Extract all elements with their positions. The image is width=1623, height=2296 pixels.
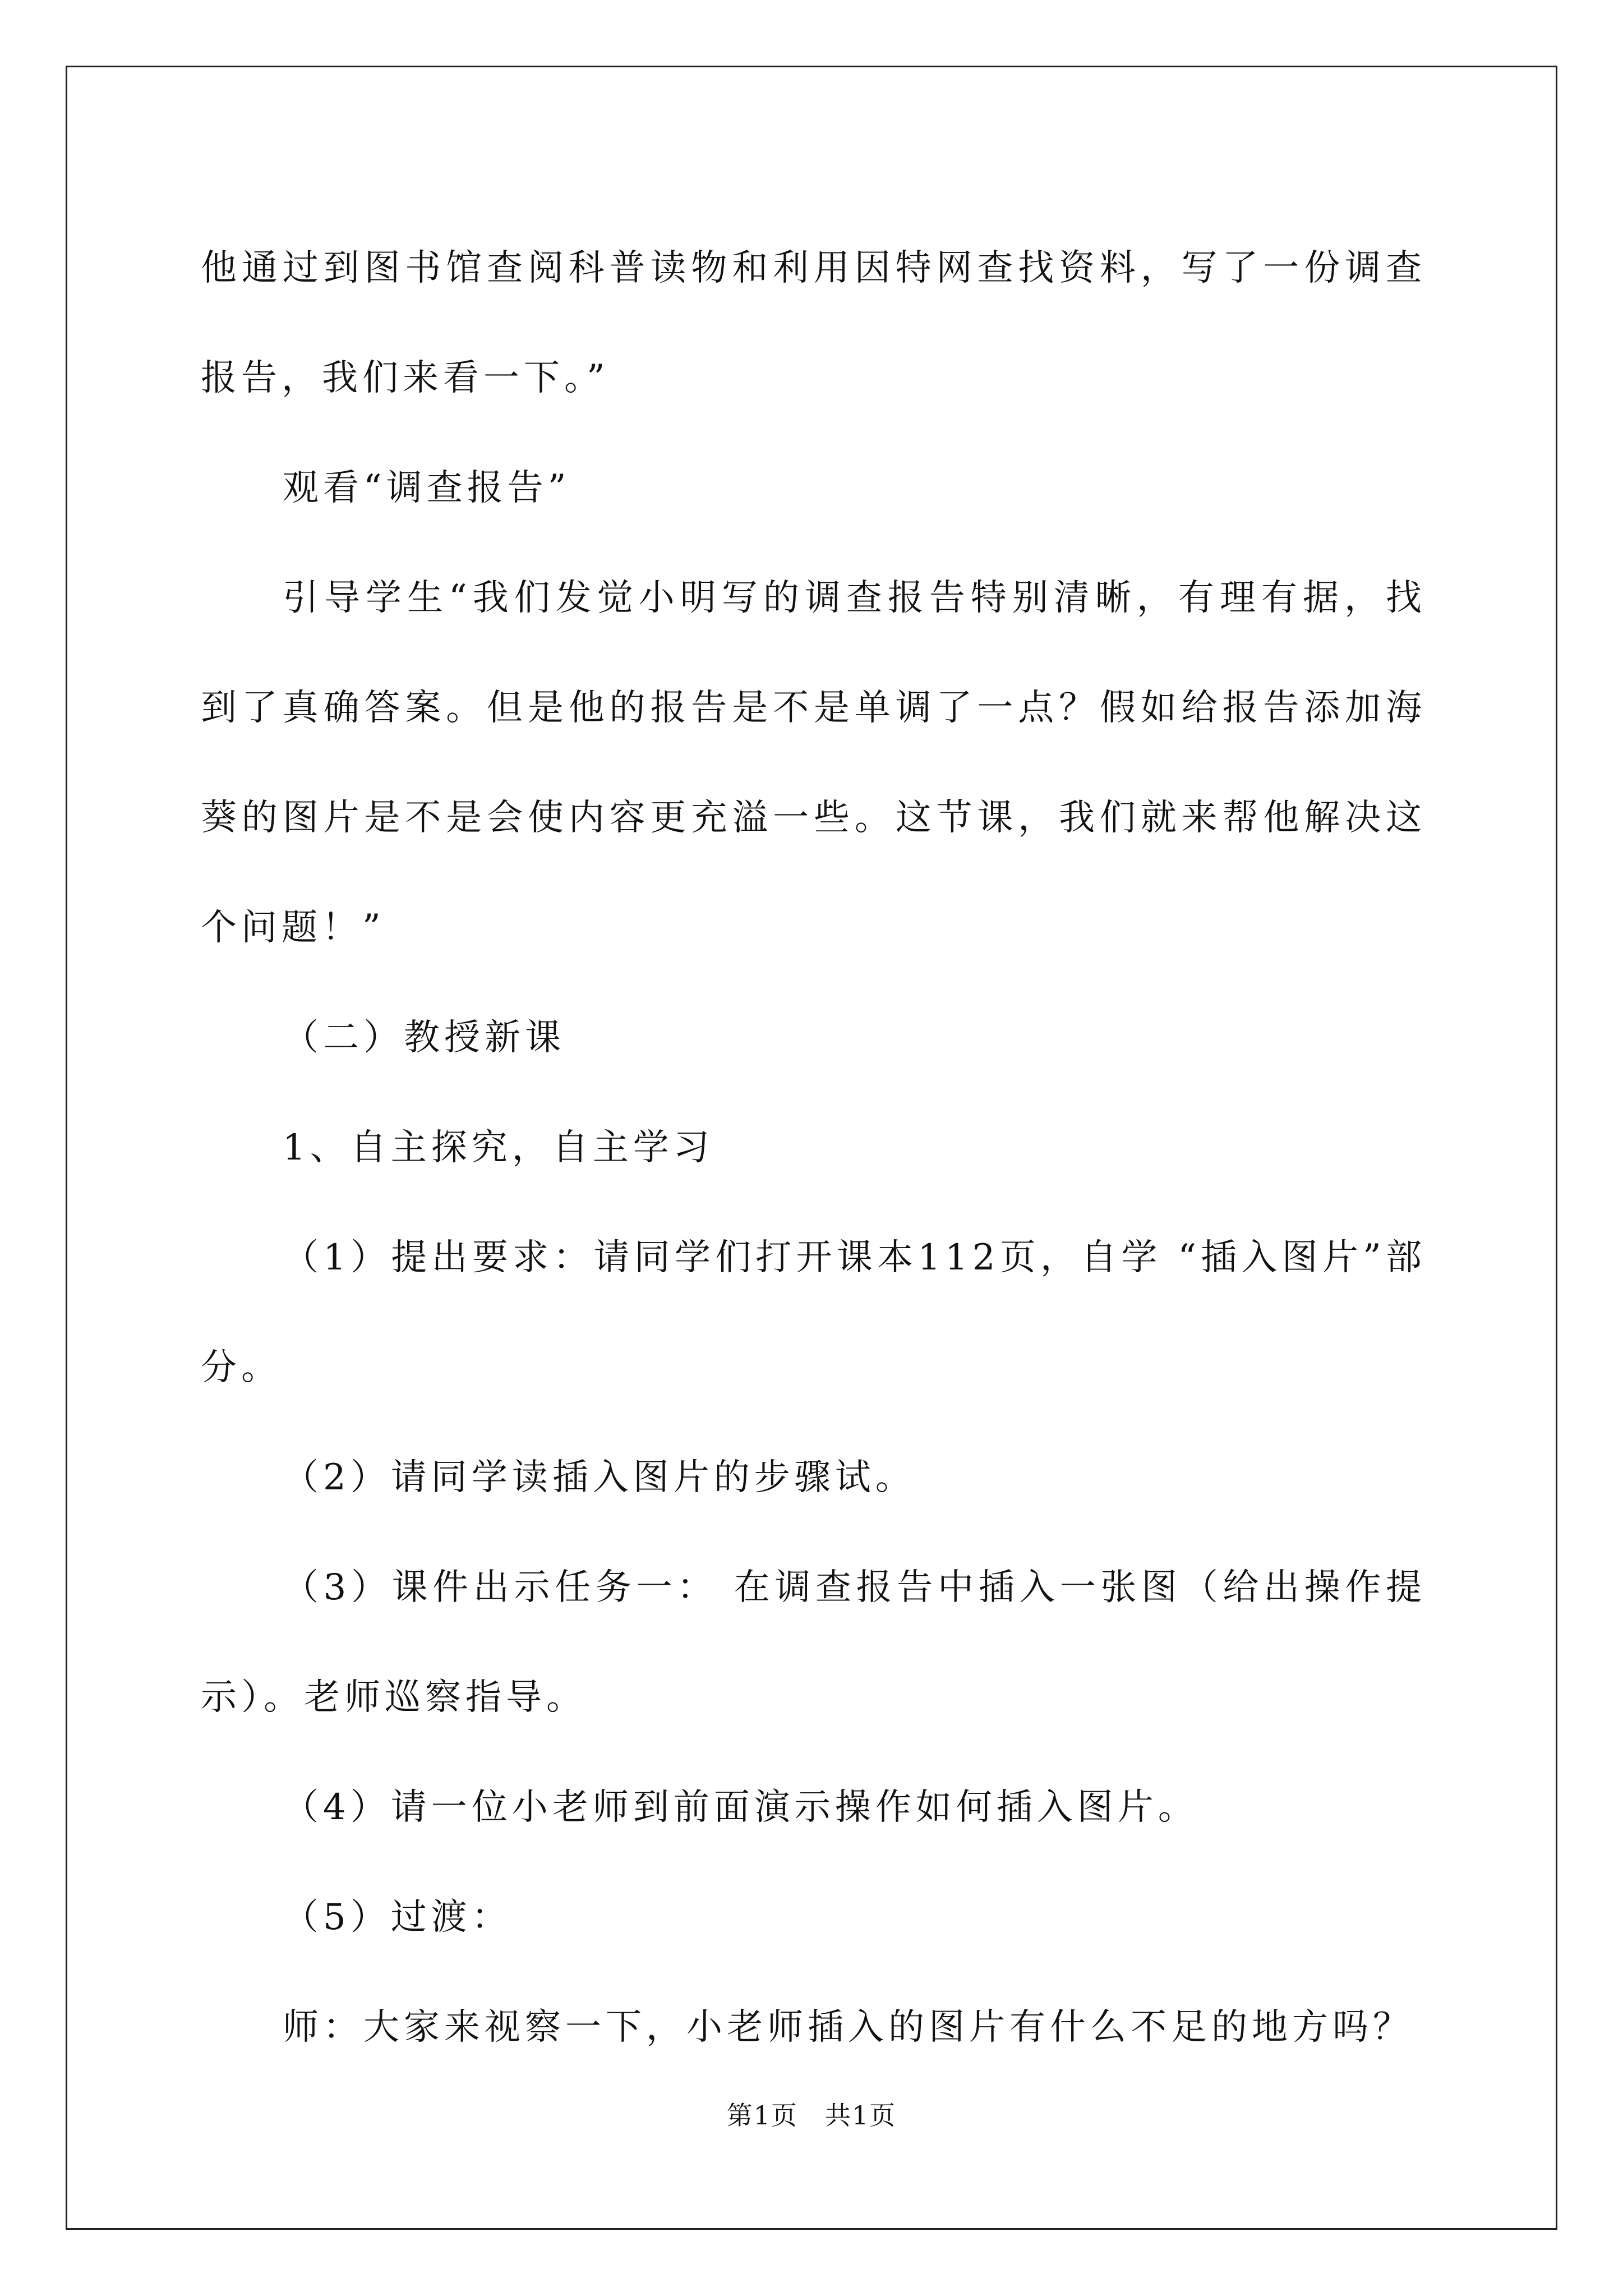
page-footer: 第1页 共1页 [726, 2100, 897, 2131]
paragraph-teacher-question: 师：大家来视察一下，小老师插入的图片有什么不足的地方吗？ [283, 2007, 1413, 2048]
paragraph-watch-report: 观看“调查报告” [283, 467, 571, 509]
list-item-3: （3）课件出示任务一： 在调查报告中插入一张图（给出操作提示）。老师巡察指导。 [201, 1567, 1426, 1718]
list-item-1: （1）提出要求：请同学们打开课本112页，自学 “插入图片”部分。 [201, 1237, 1426, 1388]
paragraph-guide-students: 引导学生“我们发觉小明写的调查报告特别清晰，有理有据，找到了真确答案。但是他的报告是不是单调了一点？假如给报告添加海葵的图片是不是会使内容更充溢一些。这节课，我们就来帮他解决这个问题！” [201, 577, 1426, 949]
section-heading-new-lesson: （二）教授新课 [283, 1017, 565, 1059]
list-item-2: （2）请同学读插入图片的步骤试。 [283, 1457, 916, 1498]
paragraph-continuation: 他通过到图书馆查阅科普读物和利用因特网查找资料，写了一份调查报告，我们来看一下。” [201, 247, 1426, 399]
document-body [201, 213, 1426, 2082]
subheading-self-study: 1、自主探究，自主学习 [283, 1127, 714, 1168]
list-item-4: （4）请一位小老师到前面演示操作如何插入图片。 [283, 1787, 1198, 1828]
list-item-5: （5）过渡： [283, 1897, 512, 1938]
